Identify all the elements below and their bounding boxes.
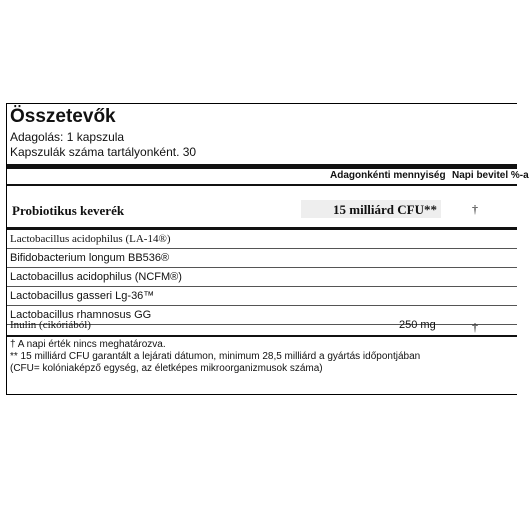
column-header-daily-value: Napi bevitel %-a [452,170,529,181]
ingredient-name: Lactobacillus acidophilus (NCFM®) [10,271,182,283]
column-header-divider [7,184,517,186]
blend-name: Probiotikus keverék [12,203,125,218]
ingredient-name: Lactobacillus acidophilus (LA-14®) [10,233,171,245]
blend-amount-box [301,200,441,218]
blend-amount: 15 milliárd CFU** [333,202,437,217]
footnote-daily-value: † A napi érték nincs meghatározva. [10,339,166,350]
column-header-amount: Adagonkénti mennyiség [330,170,446,181]
ingredient-name: Lactobacillus rhamnosus GG [10,309,152,321]
inulin-daily-value: † [472,320,478,334]
footnote-divider [7,335,517,337]
ingredient-row [7,287,517,306]
inulin-name: Inulin (cikóriából) [10,319,91,331]
supplement-facts-panel [6,103,529,395]
serving-size: Adagolás: 1 kapszula [10,130,125,144]
panel-title: Összetevők [10,106,116,127]
ingredient-row [7,249,517,268]
header-divider-bar [7,164,517,169]
inulin-row [7,316,517,334]
inulin-amount: 250 mg [399,319,436,331]
ingredient-name: Bifidobacterium longum BB536® [10,252,170,264]
blend-daily-value: † [472,202,478,216]
ingredient-row [7,230,517,249]
ingredient-row [7,268,517,287]
footnote-cfu-guarantee: ** 15 milliárd CFU garantált a lejárati dátumon, minimum 28,5 milliárd a gyártás időpontjában [10,351,421,362]
footnote-cfu-definition: (CFU= kolóniaképző egység, az életképes mikroorganizmusok száma) [10,363,323,374]
ingredient-name: Lactobacillus gasseri Lg-36™ [10,290,155,302]
servings-per-container: Kapszulák száma tartályonként. 30 [10,145,197,159]
